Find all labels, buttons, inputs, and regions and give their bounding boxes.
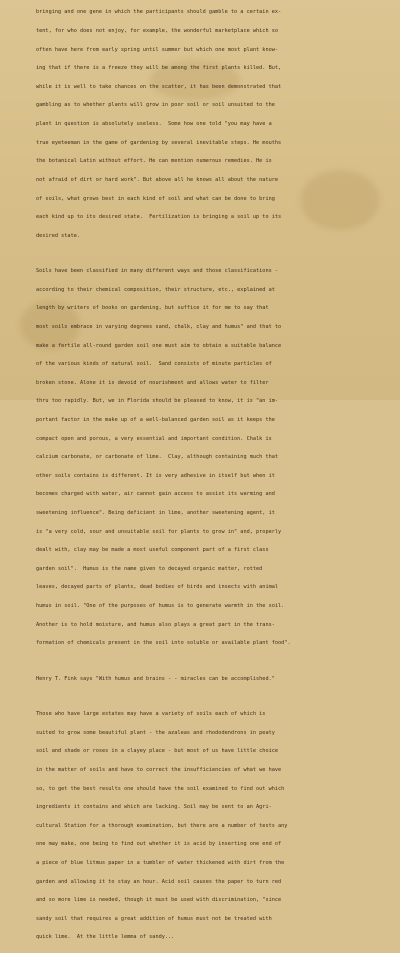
text-line: sweetening influence". Being deficient in lime, another sweetening agent, it — [36, 510, 275, 517]
text-line: Those who have large estates may have a variety of soils each of which is — [36, 711, 266, 718]
text-line: other soils contains is different. It is very adhesive in itself but when it — [36, 472, 275, 479]
paragraph-4 — [36, 699, 386, 953]
text-line: Another is to hold moisture, and humus also plays a great part in the trans- — [36, 621, 275, 628]
text-line: sandy soil that requires a great addition of humus must not be treated with — [36, 915, 272, 922]
text-line: and so more lime is needed, though it must be used with discrimination, "since — [36, 897, 282, 904]
text-line: calcium carbonate, or carbonate of lime. Clay, although containing much that — [36, 454, 279, 461]
text-line: portant factor in the make up of a well-balanced garden soil as it keeps the — [36, 417, 275, 423]
text-line: according to their chemical composition, their structure, etc., explained at — [36, 286, 275, 293]
paragraph-1 — [36, 0, 386, 251]
text-line: desired state. — [36, 232, 81, 239]
text-line: bringing and one gene in which the participants should gamble to a certain ex- — [36, 9, 282, 16]
text-line: formation of chemicals present in the soil into soluble or available plant food". — [36, 640, 291, 647]
text-line: the botanical Latin without effort. He can mention numerous remedies. He is — [36, 158, 272, 165]
paragraph-3-quote — [36, 663, 386, 694]
text-line: not afraid of dirt or hard work". But above all he knows all about the nature — [36, 176, 279, 183]
typewritten-text — [36, 0, 386, 953]
text-line: garden soil". Humus is the name given to decayed organic matter, rotted — [36, 565, 263, 572]
text-line: leaves, decayed parts of plants, dead bodies of birds and insects with animal — [36, 584, 279, 591]
paragraph-2 — [36, 256, 386, 659]
text-line: quick lime. At the little lemma of sandy... — [36, 934, 175, 941]
text-line: often have here from early spring until summer but which one most plant know- — [36, 46, 279, 53]
text-line: tent, for who does not enjoy, for example, the wonderful marketplace which so — [36, 28, 279, 35]
text-line: so, to get the best results one should have the soil examined to find out which — [36, 785, 285, 792]
text-line: humus in soil. "One of the purposes of humus is to generate warmth in the soil. — [36, 603, 285, 610]
text-line: Soils have been classified in many different ways and those classifications - — [36, 268, 279, 275]
text-line: Henry T. Fink says "With humus and brains - - miracles can be accomplished." — [36, 675, 275, 682]
text-line: in the matter of soils and have to correct the insufficiencies of what we have — [36, 766, 282, 773]
text-line: one may make, one being to find out whether it is acid by inserting one end of — [36, 841, 282, 848]
text-line: length by writers of books on gardening, but suffice it for me to say that — [36, 305, 269, 312]
text-line: thru too rapidly. But, we in Florida should be pleased to know, it is "an im- — [36, 398, 279, 405]
text-line: ingredients it contains and which are lacking. Soil may be sent to an Agri- — [36, 804, 272, 811]
text-line: of the various kinds of natural soil. Sand consists of minute particles of — [36, 361, 272, 368]
text-line: ing that if there is a freeze they will be among the first plants killed. But, — [36, 65, 282, 72]
text-line: of soils, what grows best in each kind of soil and what can be done to bring — [36, 195, 275, 202]
text-line: true eyeteeman in the game of gardening by several inevitable steps. He mouths — [36, 139, 282, 146]
text-line: gambling as to whether plants will grow in poor soil or soil unsuited to the — [36, 102, 275, 109]
text-line: dealt with, clay may be made a most useful component part of a first class — [36, 547, 269, 554]
text-line: compact open and porous, a very essential and important condition. Chalk is — [36, 435, 272, 442]
text-line: broken stone. Alone it is devoid of nourishment and allows water to filter — [36, 379, 269, 386]
text-line: suited to grow some beautiful plant - the azaleas and rhododendrons in peaty — [36, 729, 275, 736]
text-line: each kind up to its desired state. Fertilization is bringing a soil up to its — [36, 214, 282, 221]
text-line: most soils embrace in varying degrees sand, chalk, clay and humus" and that to — [36, 323, 282, 330]
text-line: is "a very cold, sour and unsuitable soil for plants to grow in" and, properly — [36, 528, 282, 535]
text-line: make a fertile all-round garden soil one must aim to obtain a suitable balance — [36, 342, 282, 349]
text-line: soil and shade or roses in a clayey place - but most of us have little choice — [36, 748, 279, 755]
text-line: a piece of blue litmus paper in a tumbler of water thickened with dirt from the — [36, 860, 285, 866]
text-line: cultural Station for a thorough examination, but there are a number of tests any — [36, 822, 288, 829]
text-line: plant in question is absolutely useless. Some how one told "you may have a — [36, 121, 272, 128]
text-line: while it is well to take chances on the scatter, it has been demonstrated that — [36, 83, 282, 90]
text-line: garden and allowing it to stay an hour. Acid soil causes the paper to turn red — [36, 878, 282, 885]
text-line: becomes charged with water, air cannot gain access to assist its warming and — [36, 491, 275, 498]
